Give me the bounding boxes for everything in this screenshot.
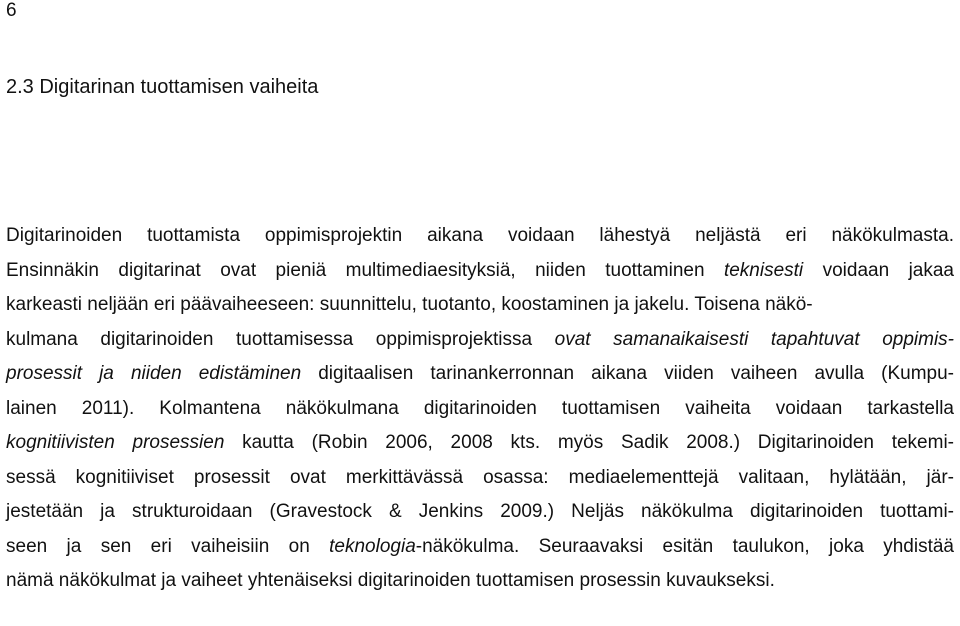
text-segment: seen ja sen eri vaiheisiin on [6, 535, 330, 557]
text-segment: lainen 2011). Kolmantena näkökulmana digitarinoiden tuottamisen vaiheita voidaan tarkastella [6, 397, 954, 419]
text-segment: Digitarinoiden tuottamista oppimisprojektin aikana voidaan lähestyä neljästä eri näkökulmasta. [6, 225, 954, 246]
paragraph-line [6, 328, 954, 362]
paragraph-line [6, 293, 954, 327]
paragraph-line [6, 535, 954, 569]
text-segment: jestetään ja strukturoidaan (Gravestock & Jenkins 2009.) Neljäs näkökulma digitarinoiden tuottami- [6, 501, 954, 522]
italic-text: prosessit ja niiden edistäminen [6, 363, 302, 384]
paragraph-line [6, 259, 954, 293]
paragraph-line [6, 362, 954, 396]
text-segment: karkeasti neljään eri päävaiheeseen: suunnittelu, tuotanto, koostaminen ja jakelu. Toisena näkö- [6, 294, 813, 315]
text-segment: kulmana digitarinoiden tuottamisessa oppimisprojektissa [6, 328, 555, 350]
paragraph-line [6, 500, 954, 534]
text-segment: Ensinnäkin digitarinat ovat pieniä multimediaesityksiä, niiden tuottaminen [6, 259, 724, 281]
text-segment: -näkökulma. Seuraavaksi esitän taulukon, joka yhdistää [415, 535, 955, 557]
section-heading: 2.3 Digitarinan tuottamisen vaiheita [6, 76, 319, 98]
paragraph-line [6, 224, 954, 258]
text-segment: digitaalisen tarinankerronnan aikana viiden vaiheen avulla (Kumpu- [301, 363, 955, 384]
text-segment: voidaan jakaa [803, 259, 954, 281]
text-segment: kautta (Robin 2006, 2008 kts. myös Sadik 2008.) Digitarinoiden tekemi- [224, 432, 954, 453]
italic-text: teknisesti [723, 259, 804, 281]
italic-text: ovat samanaikaisesti tapahtuvat oppimis- [554, 328, 954, 350]
paragraph-line [6, 431, 954, 465]
paragraph-line [6, 397, 954, 431]
paragraph-line [6, 569, 954, 603]
page-number: 6 [6, 0, 17, 21]
italic-text: kognitiivisten prosessien [6, 432, 225, 453]
text-segment: nämä näkökulmat ja vaiheet yhtenäiseksi digitarinoiden tuottamisen prosessin kuvaukseksi. [6, 570, 775, 591]
text-segment: sessä kognitiiviset prosessit ovat merkittävässä osassa: mediaelementtejä valitaan, hylätään, jär- [6, 466, 954, 488]
italic-text: teknologia [329, 535, 416, 557]
paragraph-line [6, 466, 954, 500]
